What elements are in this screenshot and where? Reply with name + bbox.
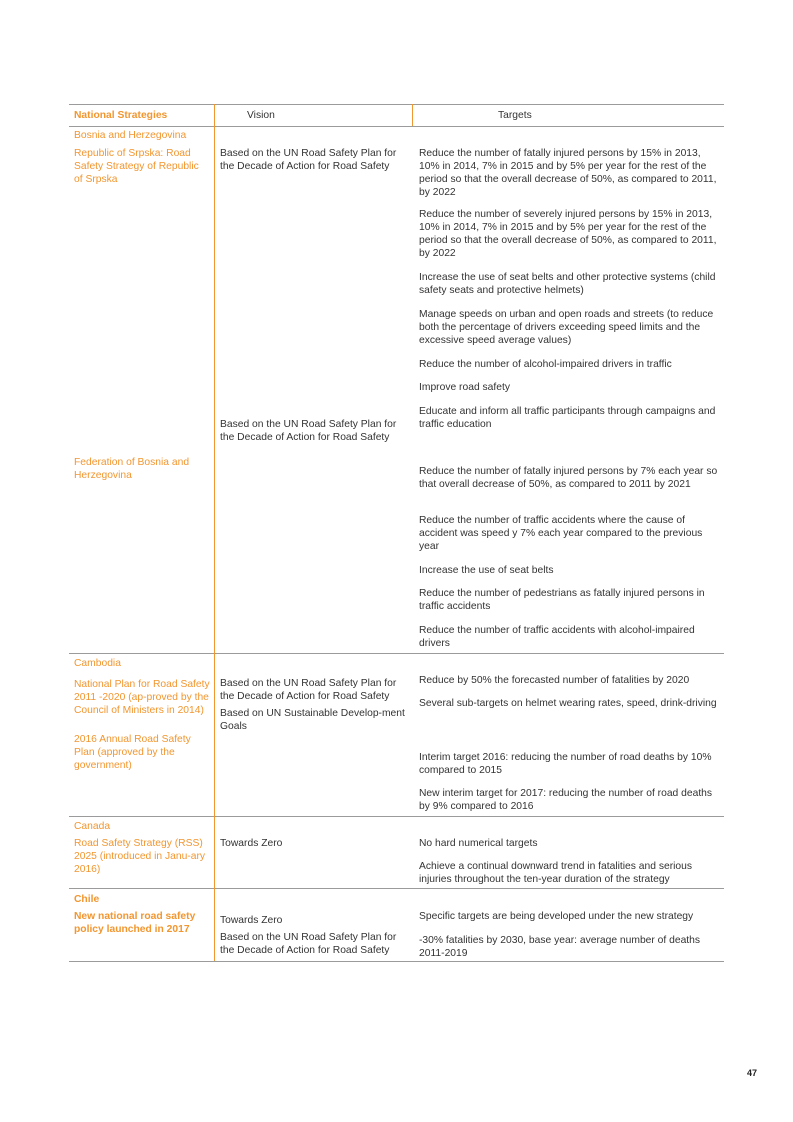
target-item: New interim target for 2017: reducing the number of road deaths by 9% compared to 2016: [419, 788, 713, 812]
row-rule-cambodia: [69, 653, 724, 654]
target-item: Increase the use of seat belts and other protective systems (child safety seats and protective helmets): [419, 272, 716, 296]
target-item: Reduce the number of pedestrians as fatally injured persons in traffic accidents: [419, 588, 705, 612]
target-item: Educate and inform all traffic participants through campaigns and traffic education: [419, 406, 716, 430]
row-rule-chile: [69, 888, 724, 889]
country-chile: Chile: [74, 894, 100, 905]
target-item: Interim target 2016: reducing the number of road deaths by 10% compared to 2015: [419, 752, 712, 776]
target-item: Increase the use of seat belts: [419, 565, 554, 576]
table-bottom-rule: [69, 961, 724, 962]
strategy-federation: Federation of Bosnia and Herzegovina: [74, 457, 190, 481]
page-number: 47: [747, 1068, 758, 1078]
target-item: Manage speeds on urban and open roads and streets (to reduce both the percentage of drivers exceeding speed limits and the excessive speed average values): [419, 309, 714, 346]
vision-chile-un: Based on the UN Road Safety Plan for the Decade of Action for Road Safety: [220, 932, 397, 956]
vision-federation: Based on the UN Road Safety Plan for the Decade of Action for Road Safety: [220, 419, 397, 443]
row-rule-canada: [69, 816, 724, 817]
column-divider-1: [214, 104, 215, 961]
target-item: Reduce the number of severely injured persons by 15% in 2013, 10% in 2014, 7% in 2015 and by 5% per year for the rest of the period so that the overall decrease of 50%, as compared to 2011, by 2022: [419, 209, 717, 259]
target-item: Improve road safety: [419, 382, 510, 393]
column-divider-2: [412, 104, 413, 126]
target-item: Reduce the number of traffic accidents with alcohol-impaired drivers: [419, 625, 695, 649]
vision-cambodia-sdg: Based on UN Sustainable Develop-ment Goals: [220, 708, 405, 732]
strategy-canada: Road Safety Strategy (RSS) 2025 (introduced in Janu-ary 2016): [74, 838, 206, 875]
target-item: Reduce the number of fatally injured persons by 7% each year so that overall decrease of 50%, as compared to 2011 by 2021: [419, 466, 718, 490]
header-national-strategies: National Strategies: [74, 110, 168, 121]
header-rule: [69, 126, 724, 127]
strategy-chile: New national road safety policy launched in 2017: [74, 911, 196, 935]
country-canada: Canada: [74, 821, 111, 832]
target-item: Several sub-targets on helmet wearing rates, speed, drink-driving: [419, 698, 717, 709]
vision-srpska: Based on the UN Road Safety Plan for the Decade of Action for Road Safety: [220, 148, 397, 172]
target-item: No hard numerical targets: [419, 838, 538, 849]
target-item: Reduce the number of alcohol-impaired drivers in traffic: [419, 359, 672, 370]
country-bosnia: Bosnia and Herzegovina: [74, 130, 187, 141]
table-top-rule: [69, 104, 724, 105]
target-item: Reduce by 50% the forecasted number of fatalities by 2020: [419, 675, 690, 686]
strategy-srpska: Republic of Srpska: Road Safety Strategy of Republic of Srpska: [74, 148, 199, 185]
target-item: -30% fatalities by 2030, base year: average number of deaths 2011-2019: [419, 935, 701, 959]
vision-cambodia-un: Based on the UN Road Safety Plan for the Decade of Action for Road Safety: [220, 678, 397, 702]
strategy-cambodia-annual-plan: 2016 Annual Road Safety Plan (approved by the government): [74, 734, 191, 771]
vision-canada: Towards Zero: [220, 838, 283, 849]
header-vision: Vision: [247, 110, 275, 121]
target-item: Achieve a continual downward trend in fatalities and serious injuries throughout the ten-year duration of the strategy: [419, 861, 693, 885]
target-item: Specific targets are being developed under the new strategy: [419, 911, 694, 922]
strategy-cambodia-national-plan: National Plan for Road Safety 2011 -2020 (ap-proved by the Council of Ministers in 2014): [74, 679, 210, 716]
target-item: Reduce the number of traffic accidents where the cause of accident was speed y 7% each year compared to the previous year: [419, 515, 703, 552]
target-item: Reduce the number of fatally injured persons by 15% in 2013, 10% in 2014, 7% in 2015 and by 5% per year for the rest of the period so that the overall decrease of 50%, as compared to 2011, by 2022: [419, 148, 717, 198]
country-cambodia: Cambodia: [74, 658, 121, 669]
header-targets: Targets: [498, 110, 532, 121]
vision-chile-towards-zero: Towards Zero: [220, 915, 283, 926]
